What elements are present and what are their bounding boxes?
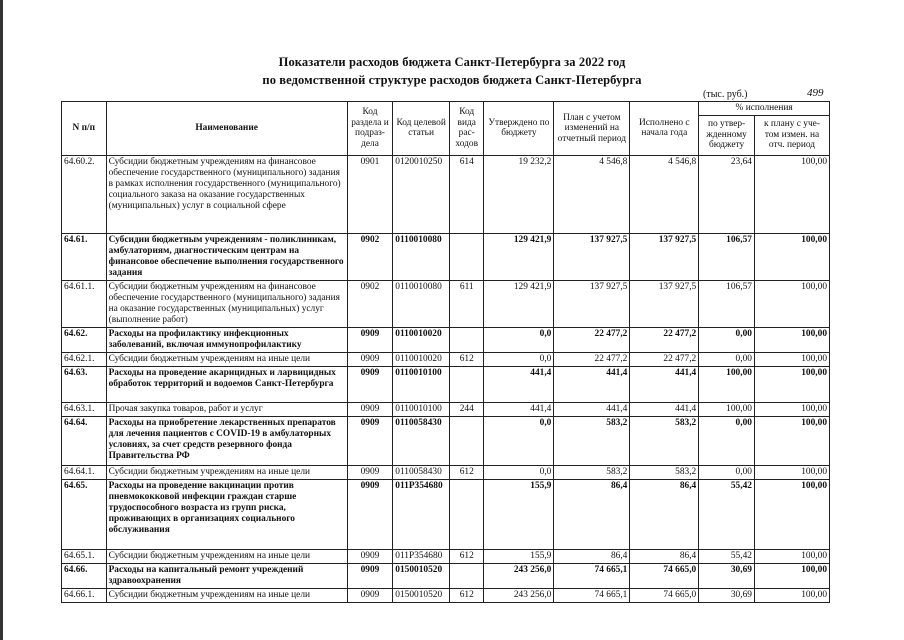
row-section-code-cell: 0909: [347, 327, 393, 352]
row-executed-cell: 583,2: [630, 416, 699, 465]
row-name-cell: Расходы на профилактику инфекционных заболеваний, включая иммунопрофилактику: [106, 327, 347, 352]
row-approved-cell: 0,0: [484, 465, 554, 479]
table-row: [62, 402, 830, 416]
header-executed: Исполнено с начала года: [630, 102, 699, 156]
table-body: [62, 155, 830, 602]
row-target-code-cell: 0110010080: [393, 280, 450, 327]
header-num: N п/п: [62, 102, 107, 156]
header-name: Наименование: [106, 102, 347, 156]
row-section-code-cell: 0909: [347, 366, 393, 402]
row-target-code-cell: 0110058430: [393, 416, 450, 465]
row-name-cell: Субсидии бюджетным учреждениям на иные цели: [106, 588, 347, 602]
row-name-cell: Субсидии бюджетным учреждениям на финансовое обеспечение государственного (муниципального) задания на оказание государственных (муниципальных) услуг (выполнение работ): [106, 280, 347, 327]
row-executed-cell: 22 477,2: [630, 352, 699, 366]
table-row: [62, 155, 830, 233]
document-title-line2: по ведомственной структуре расходов бюджета Санкт-Петербурга: [262, 73, 642, 87]
row-target-code-cell: 0110010020: [393, 352, 450, 366]
row-pct-approved-cell: 23,64: [699, 155, 755, 233]
row-num-cell: 64.63.: [62, 366, 107, 402]
row-plan-cell: 137 927,5: [554, 280, 630, 327]
header-pct-approved: по утвер-жденному бюджету: [699, 115, 755, 155]
row-pct-approved-cell: 0,00: [699, 465, 755, 479]
row-name-cell: Расходы на проведение акарицидных и ларвицидных обработок территорий и водоемов Санкт-Петербурга: [106, 366, 347, 402]
row-approved-cell: 0,0: [484, 352, 554, 366]
row-name-cell: Расходы на капитальный ремонт учреждений здравоохранения: [106, 563, 347, 588]
row-expense-type-cell: [450, 366, 484, 402]
table-row: [62, 563, 830, 588]
row-num-cell: 64.65.1.: [62, 549, 107, 563]
row-name-cell: Субсидии бюджетным учреждениям на иные цели: [106, 465, 347, 479]
row-pct-plan-cell: 100,00: [754, 352, 829, 366]
row-pct-approved-cell: 100,00: [699, 402, 755, 416]
row-name-cell: Субсидии бюджетным учреждениям на иные цели: [106, 549, 347, 563]
row-expense-type-cell: 612: [450, 588, 484, 602]
row-approved-cell: 155,9: [484, 479, 554, 549]
units-label: (тыс. руб.): [703, 89, 748, 100]
row-plan-cell: 22 477,2: [554, 327, 630, 352]
row-target-code-cell: 0120010250: [393, 155, 450, 233]
row-target-code-cell: 011P354680: [393, 549, 450, 563]
row-pct-plan-cell: 100,00: [754, 402, 829, 416]
row-target-code-cell: 011P354680: [393, 479, 450, 549]
row-section-code-cell: 0909: [347, 563, 393, 588]
row-plan-cell: 86,4: [554, 549, 630, 563]
header-approved: Утверждено по бюджету: [484, 102, 554, 156]
row-approved-cell: 0,0: [484, 416, 554, 465]
table-row: [62, 233, 830, 280]
row-num-cell: 64.61.1.: [62, 280, 107, 327]
row-plan-cell: 74 665,1: [554, 588, 630, 602]
row-section-code-cell: 0901: [347, 155, 393, 233]
row-expense-type-cell: [450, 563, 484, 588]
row-num-cell: 64.66.: [62, 563, 107, 588]
row-section-code-cell: 0909: [347, 416, 393, 465]
row-pct-approved-cell: 100,00: [699, 366, 755, 402]
row-plan-cell: 583,2: [554, 416, 630, 465]
row-name-cell: Расходы на приобретение лекарственных препаратов для лечения пациентов с COVID-19 в амбулаторных условиях, за счет средств резервного фонда Правительства РФ: [106, 416, 347, 465]
row-target-code-cell: 0110010100: [393, 402, 450, 416]
row-section-code-cell: 0902: [347, 280, 393, 327]
row-executed-cell: 4 546,8: [630, 155, 699, 233]
row-pct-approved-cell: 106,57: [699, 280, 755, 327]
row-plan-cell: 22 477,2: [554, 352, 630, 366]
row-section-code-cell: 0909: [347, 588, 393, 602]
row-target-code-cell: 0150010520: [393, 588, 450, 602]
row-executed-cell: 86,4: [630, 479, 699, 549]
table-row: [62, 366, 830, 402]
row-expense-type-cell: 612: [450, 352, 484, 366]
row-plan-cell: 86,4: [554, 479, 630, 549]
row-num-cell: 64.62.1.: [62, 352, 107, 366]
table-row: [62, 352, 830, 366]
row-section-code-cell: 0909: [347, 352, 393, 366]
page-number: 499: [807, 87, 824, 99]
document-title-line1: Показатели расходов бюджета Санкт-Петербурга за 2022 год: [278, 55, 626, 69]
row-approved-cell: 441,4: [484, 366, 554, 402]
row-pct-plan-cell: 100,00: [754, 233, 829, 280]
row-pct-plan-cell: 100,00: [754, 327, 829, 352]
row-pct-plan-cell: 100,00: [754, 549, 829, 563]
row-section-code-cell: 0909: [347, 402, 393, 416]
row-name-cell: Прочая закупка товаров, работ и услуг: [106, 402, 347, 416]
budget-table: [61, 101, 830, 603]
row-approved-cell: 129 421,9: [484, 280, 554, 327]
table-row: [62, 327, 830, 352]
row-pct-plan-cell: 100,00: [754, 366, 829, 402]
header-target-code: Код целевой статьи: [393, 102, 450, 156]
row-num-cell: 64.64.: [62, 416, 107, 465]
row-name-cell: Расходы на проведение вакцинации против пневмококковой инфекции граждан старше трудоспособного возраста из групп риска, проживающих в организациях социального обслуживания: [106, 479, 347, 549]
row-num-cell: 64.66.1.: [62, 588, 107, 602]
row-num-cell: 64.60.2.: [62, 155, 107, 233]
row-expense-type-cell: [450, 416, 484, 465]
row-expense-type-cell: 612: [450, 549, 484, 563]
row-pct-plan-cell: 100,00: [754, 479, 829, 549]
row-target-code-cell: 0110010020: [393, 327, 450, 352]
row-pct-plan-cell: 100,00: [754, 563, 829, 588]
row-plan-cell: 441,4: [554, 402, 630, 416]
row-num-cell: 64.61.: [62, 233, 107, 280]
row-executed-cell: 137 927,5: [630, 280, 699, 327]
row-pct-plan-cell: 100,00: [754, 155, 829, 233]
row-expense-type-cell: [450, 479, 484, 549]
row-approved-cell: 243 256,0: [484, 563, 554, 588]
row-approved-cell: 0,0: [484, 327, 554, 352]
row-target-code-cell: 0150010520: [393, 563, 450, 588]
row-pct-approved-cell: 106,57: [699, 233, 755, 280]
row-section-code-cell: 0902: [347, 233, 393, 280]
row-executed-cell: 441,4: [630, 402, 699, 416]
table-row: [62, 465, 830, 479]
row-approved-cell: 441,4: [484, 402, 554, 416]
row-plan-cell: 137 927,5: [554, 233, 630, 280]
header-plan: План с учетом изменений на отчетный период: [554, 102, 630, 156]
row-pct-approved-cell: 30,69: [699, 588, 755, 602]
row-approved-cell: 243 256,0: [484, 588, 554, 602]
row-pct-plan-cell: 100,00: [754, 280, 829, 327]
row-target-code-cell: 0110058430: [393, 465, 450, 479]
row-plan-cell: 583,2: [554, 465, 630, 479]
row-approved-cell: 19 232,2: [484, 155, 554, 233]
row-target-code-cell: 0110010080: [393, 233, 450, 280]
table-row: [62, 588, 830, 602]
header-section-code: Код раздела и подраз-дела: [347, 102, 393, 156]
table-row: [62, 416, 830, 465]
row-plan-cell: 4 546,8: [554, 155, 630, 233]
row-executed-cell: 441,4: [630, 366, 699, 402]
header-pct-plan: к плану с уче-том измен. на отч. период: [754, 115, 829, 155]
table-row: [62, 549, 830, 563]
row-num-cell: 64.63.1.: [62, 402, 107, 416]
row-approved-cell: 155,9: [484, 549, 554, 563]
header-expense-type-code: Код вида рас-ходов: [450, 102, 484, 156]
row-expense-type-cell: 612: [450, 465, 484, 479]
row-num-cell: 64.64.1.: [62, 465, 107, 479]
row-pct-approved-cell: 0,00: [699, 327, 755, 352]
row-pct-approved-cell: 55,42: [699, 479, 755, 549]
row-num-cell: 64.65.: [62, 479, 107, 549]
row-expense-type-cell: 611: [450, 280, 484, 327]
table-row: [62, 280, 830, 327]
row-section-code-cell: 0909: [347, 549, 393, 563]
row-name-cell: Субсидии бюджетным учреждениям на финансовое обеспечение государственного (муниципального) задания в рамках исполнения государственного (муниципального) социального заказа на оказание государственных (муниципальных) услуг в социальной сфере: [106, 155, 347, 233]
row-expense-type-cell: 244: [450, 402, 484, 416]
row-num-cell: 64.62.: [62, 327, 107, 352]
row-executed-cell: 137 927,5: [630, 233, 699, 280]
table-row: [62, 479, 830, 549]
row-pct-approved-cell: 0,00: [699, 352, 755, 366]
row-executed-cell: 74 665,0: [630, 563, 699, 588]
row-executed-cell: 583,2: [630, 465, 699, 479]
row-pct-approved-cell: 55,42: [699, 549, 755, 563]
row-expense-type-cell: [450, 327, 484, 352]
row-section-code-cell: 0909: [347, 465, 393, 479]
page-edge-shadow: [0, 0, 3, 640]
row-executed-cell: 86,4: [630, 549, 699, 563]
row-name-cell: Субсидии бюджетным учреждениям - поликлиникам, амбулаториям, диагностическим центрам на финансовое обеспечение выполнения государственного задания: [106, 233, 347, 280]
row-expense-type-cell: [450, 233, 484, 280]
row-executed-cell: 74 665,0: [630, 588, 699, 602]
row-pct-plan-cell: 100,00: [754, 588, 829, 602]
row-pct-approved-cell: 30,69: [699, 563, 755, 588]
row-expense-type-cell: 614: [450, 155, 484, 233]
row-plan-cell: 74 665,1: [554, 563, 630, 588]
row-pct-approved-cell: 0,00: [699, 416, 755, 465]
row-plan-cell: 441,4: [554, 366, 630, 402]
row-target-code-cell: 0110010100: [393, 366, 450, 402]
header-percent-group: % исполнения: [699, 102, 830, 116]
row-section-code-cell: 0909: [347, 479, 393, 549]
row-pct-plan-cell: 100,00: [754, 416, 829, 465]
row-executed-cell: 22 477,2: [630, 327, 699, 352]
row-pct-plan-cell: 100,00: [754, 465, 829, 479]
row-approved-cell: 129 421,9: [484, 233, 554, 280]
row-name-cell: Субсидии бюджетным учреждениям на иные цели: [106, 352, 347, 366]
